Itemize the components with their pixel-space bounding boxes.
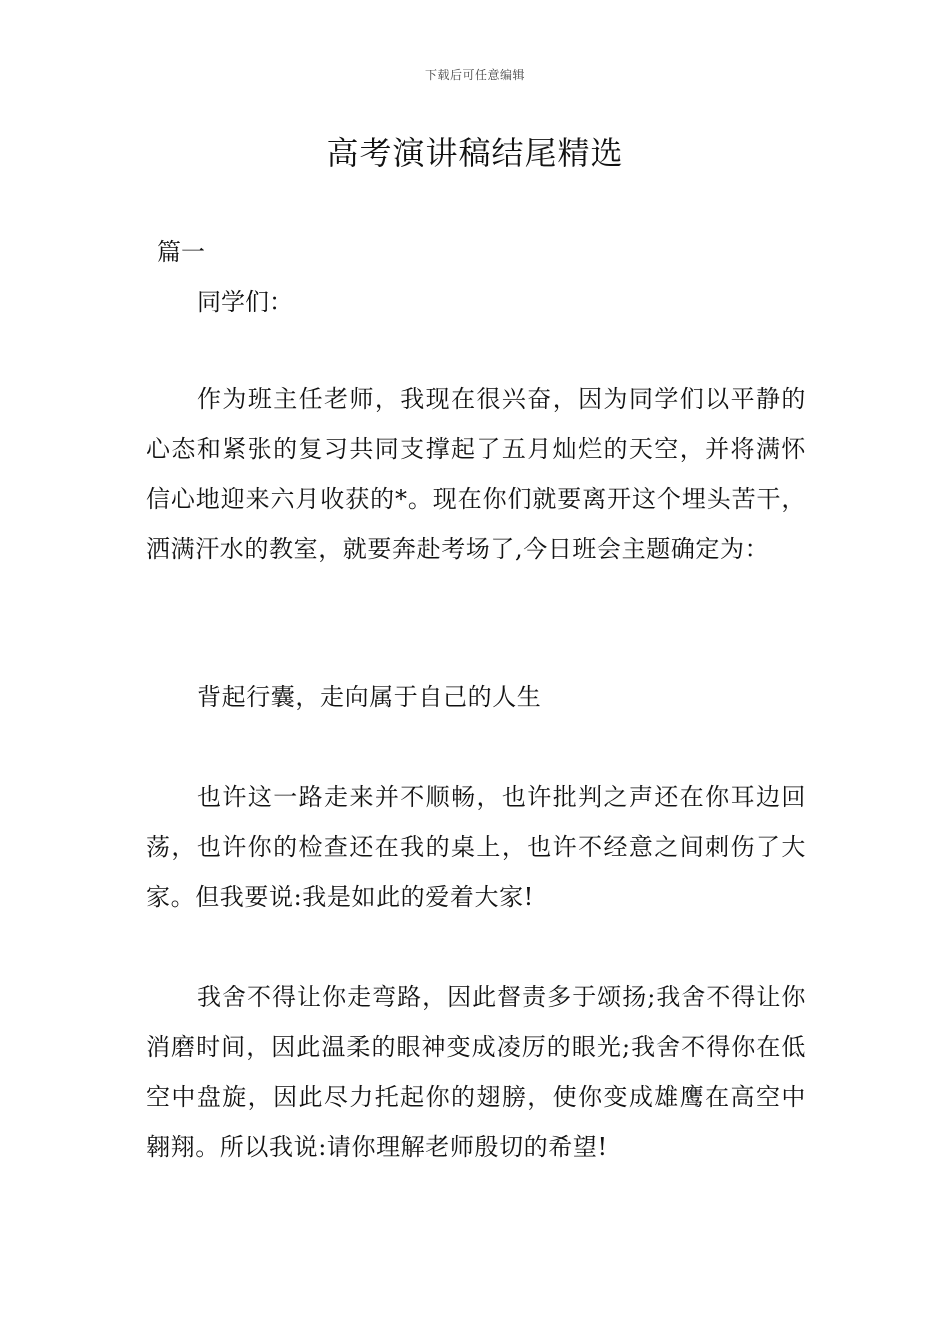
paragraph-theme: 背起行囊，走向属于自己的人生	[197, 683, 542, 711]
document-title: 高考演讲稿结尾精选	[326, 134, 624, 172]
paragraph: 也许这一路走来并不顺畅，也许批判之声还在你耳边回荡，也许你的检查还在我的桌上，也许不经意之间刺伤了大家。但我要说:我是如此的爱着大家!	[146, 783, 806, 911]
header-note: 下载后可任意编辑	[424, 68, 525, 82]
paragraph: 我舍不得让你走弯路，因此督责多于颂扬;我舍不得让你消磨时间，因此温柔的眼神变成凌厉的眼光;我舍不得你在低空中盘旋，因此尽力托起你的翅膀，使你变成雄鹰在高空中翱翔。所以我说:请你理解老师殷切的希望!	[146, 983, 806, 1161]
section-label: 篇一	[157, 238, 205, 266]
salutation: 同学们：	[197, 288, 293, 316]
paragraph: 作为班主任老师，我现在很兴奋，因为同学们以平静的心态和紧张的复习共同支撑起了五月灿烂的天空，并将满怀信心地迎来六月收获的*。现在你们就要离开这个埋头苦干，洒满汗水的教室，就要奔赴考场了,今日班会主题确定为：	[146, 385, 806, 563]
